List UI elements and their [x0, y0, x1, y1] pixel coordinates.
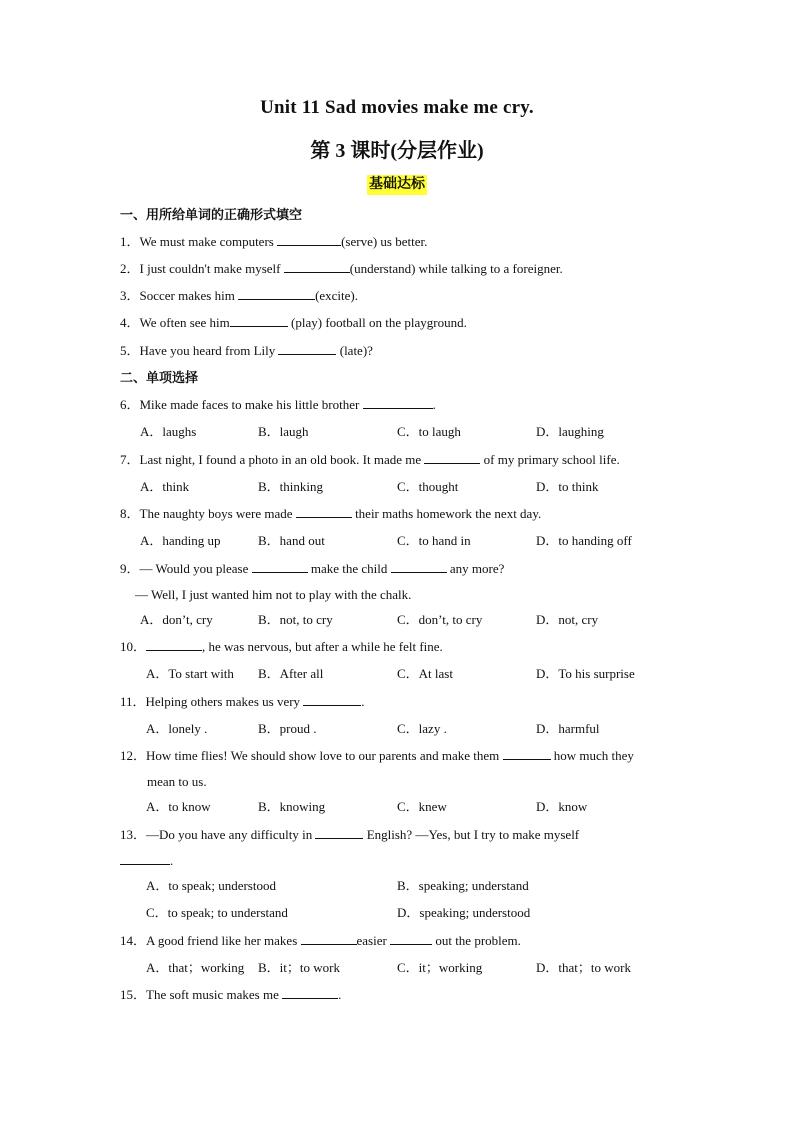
- answer-blank[interactable]: [277, 234, 341, 246]
- question-9: [120, 561, 504, 577]
- question-7-option-a[interactable]: A．think: [140, 479, 190, 494]
- question-12-stem-b: how much they: [550, 748, 634, 763]
- question-10-option-a[interactable]: A．To start with: [146, 666, 234, 681]
- question-15-stem-b: .: [338, 987, 342, 1002]
- section-multiple-choice-heading: 二、单项选择: [120, 370, 199, 385]
- question-8-stem-a: 8．The naughty boys were made: [120, 506, 296, 521]
- question-6-stem-a: 6．Mike made faces to make his little brother: [120, 397, 363, 412]
- question-11-option-c[interactable]: C．lazy .: [397, 721, 447, 736]
- question-7: [120, 452, 620, 468]
- answer-blank[interactable]: [390, 933, 432, 945]
- question-4-text-a: 4．We often see him: [120, 315, 230, 330]
- question-12: [120, 748, 634, 764]
- question-10: [120, 639, 443, 655]
- answer-blank[interactable]: [296, 506, 352, 518]
- question-12-stem-a: 12．How time flies! We should show love to our parents and make them: [120, 748, 503, 763]
- question-11-stem-b: .: [361, 694, 365, 709]
- question-3-text-b: (excite).: [315, 288, 359, 303]
- question-14-option-b[interactable]: B．it；to work: [258, 960, 340, 975]
- question-10-option-c[interactable]: C．At last: [397, 666, 453, 681]
- question-14-stem-b: easier: [356, 933, 391, 948]
- question-8-option-a[interactable]: A．handing up: [140, 533, 221, 548]
- question-8-option-b[interactable]: B．hand out: [258, 533, 325, 548]
- question-10-option-b[interactable]: B．After all: [258, 666, 324, 681]
- question-1: [120, 234, 427, 250]
- question-10-stem-b: , he was nervous, but after a while he felt fine.: [202, 639, 443, 654]
- question-13-option-d[interactable]: D．speaking; understood: [397, 905, 531, 920]
- question-13: [120, 827, 579, 843]
- question-13-option-c[interactable]: C．to speak; to understand: [146, 905, 288, 920]
- question-7-option-d[interactable]: D．to think: [536, 479, 599, 494]
- question-2-text-b: (understand) while talking to a foreigner.: [349, 261, 563, 276]
- answer-blank[interactable]: [303, 694, 361, 706]
- answer-blank[interactable]: [252, 561, 308, 573]
- question-11: [120, 694, 365, 710]
- page-subtitle: 第 3 课时(分层作业): [310, 140, 484, 162]
- question-13-option-b[interactable]: B．speaking; understand: [397, 878, 529, 893]
- question-14-option-a[interactable]: A．that；working: [146, 960, 245, 975]
- question-9-option-a[interactable]: A．don’t, cry: [140, 612, 213, 627]
- question-7-stem-a: 7．Last night, I found a photo in an old book. It made me: [120, 452, 425, 467]
- answer-blank[interactable]: [238, 288, 315, 300]
- answer-blank[interactable]: [315, 827, 363, 839]
- question-1-text-b: (serve) us better.: [341, 234, 428, 249]
- question-15: [120, 987, 341, 1003]
- answer-blank[interactable]: [278, 343, 336, 355]
- question-8-stem-b: their maths homework the next day.: [351, 506, 542, 521]
- answer-blank[interactable]: [284, 261, 350, 273]
- question-6-option-a[interactable]: A．laughs: [140, 424, 197, 439]
- question-9-stem-b: make the child: [307, 561, 391, 576]
- question-11-option-b[interactable]: B．proud .: [258, 721, 317, 736]
- question-15-stem-a: 15．The soft music makes me: [120, 987, 283, 1002]
- section-fill-in-heading: 一、用所给单词的正确形式填空: [120, 207, 303, 222]
- question-4-text-b: (play) football on the playground.: [287, 315, 467, 330]
- question-6: [120, 397, 436, 413]
- level-label: 基础达标: [367, 175, 427, 195]
- question-9-stem-a: 9．— Would you please: [120, 561, 252, 576]
- question-14-option-d[interactable]: D．that；to work: [536, 960, 631, 975]
- question-9-option-b[interactable]: B．not, to cry: [258, 612, 333, 627]
- answer-blank[interactable]: [230, 315, 288, 327]
- question-14: [120, 933, 521, 949]
- question-14-stem-c: out the problem.: [432, 933, 521, 948]
- question-13-continuation: [120, 853, 173, 869]
- question-13-option-a[interactable]: A．to speak; understood: [146, 878, 276, 893]
- answer-blank[interactable]: [363, 397, 433, 409]
- question-12-continuation: mean to us.: [147, 774, 207, 789]
- question-13-stem-a: 13．—Do you have any difficulty in: [120, 827, 316, 842]
- question-6-stem-b: .: [432, 397, 436, 412]
- question-1-text-a: 1．We must make computers: [120, 234, 278, 249]
- page-title: Unit 11 Sad movies make me cry.: [260, 97, 534, 118]
- question-5-text-b: (late)?: [336, 343, 373, 358]
- question-9-option-d[interactable]: D．not, cry: [536, 612, 599, 627]
- question-12-option-b[interactable]: B．knowing: [258, 799, 326, 814]
- question-13-line2-end: .: [170, 853, 174, 868]
- question-9-response: — Well, I just wanted him not to play with the chalk.: [135, 587, 412, 602]
- question-8-option-d[interactable]: D．to handing off: [536, 533, 632, 548]
- question-8: [120, 506, 541, 522]
- question-11-option-d[interactable]: D．harmful: [536, 721, 600, 736]
- question-7-option-b[interactable]: B．thinking: [258, 479, 324, 494]
- question-12-option-a[interactable]: A．to know: [146, 799, 211, 814]
- question-2-text-a: 2．I just couldn't make myself: [120, 261, 284, 276]
- answer-blank[interactable]: [146, 639, 202, 651]
- answer-blank[interactable]: [282, 987, 338, 999]
- question-9-option-c[interactable]: C．don’t, to cry: [397, 612, 483, 627]
- question-4: [120, 315, 467, 331]
- question-14-stem-a: 14．A good friend like her makes: [120, 933, 301, 948]
- question-2: [120, 261, 563, 277]
- answer-blank[interactable]: [391, 561, 447, 573]
- answer-blank[interactable]: [120, 853, 170, 865]
- question-7-stem-b: of my primary school life.: [480, 452, 620, 467]
- answer-blank[interactable]: [301, 933, 357, 945]
- question-3: [120, 288, 358, 304]
- answer-blank[interactable]: [503, 748, 551, 760]
- question-12-option-c[interactable]: C．knew: [397, 799, 447, 814]
- question-5: [120, 343, 373, 359]
- question-6-option-d[interactable]: D．laughing: [536, 424, 604, 439]
- question-10-stem-a: 10．: [120, 639, 147, 654]
- question-12-option-d[interactable]: D．know: [536, 799, 588, 814]
- question-11-stem-a: 11．Helping others makes us very: [120, 694, 304, 709]
- question-8-option-c[interactable]: C．to hand in: [397, 533, 471, 548]
- question-14-option-c[interactable]: C．it；working: [397, 960, 483, 975]
- level-label-wrap: [0, 175, 794, 195]
- question-6-option-b[interactable]: B．laugh: [258, 424, 309, 439]
- answer-blank[interactable]: [424, 452, 480, 464]
- question-11-option-a[interactable]: A．lonely .: [146, 721, 208, 736]
- question-10-option-d[interactable]: D．To his surprise: [536, 666, 635, 681]
- question-3-text-a: 3．Soccer makes him: [120, 288, 239, 303]
- question-13-stem-b: English? —Yes, but I try to make myself: [363, 827, 580, 842]
- question-5-text-a: 5．Have you heard from Lily: [120, 343, 279, 358]
- question-7-option-c[interactable]: C．thought: [397, 479, 459, 494]
- question-6-option-c[interactable]: C．to laugh: [397, 424, 461, 439]
- question-9-stem-c: any more?: [446, 561, 505, 576]
